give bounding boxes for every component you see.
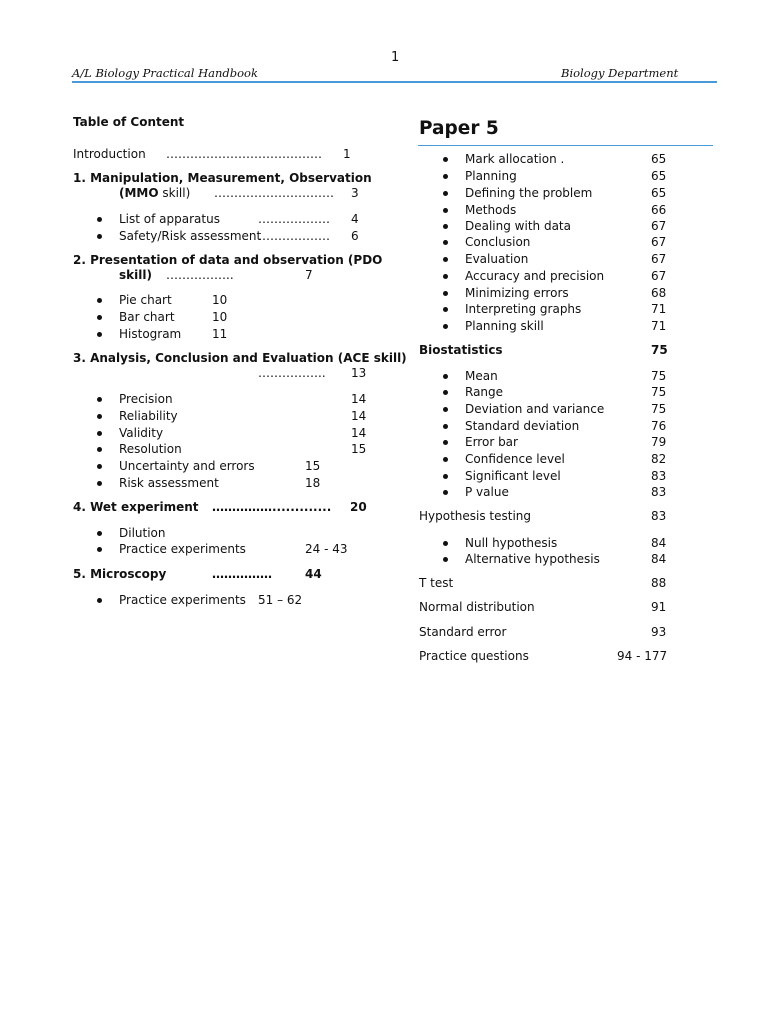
toc-item-page: 65 [651,152,667,166]
toc-item-label: Practice experiments [119,593,246,607]
section-3-title: 3. Analysis, Conclusion and Evaluation (ACE skill) [73,351,407,365]
toc-item-label: Resolution [119,442,182,456]
toc-item-page: 65 [651,186,667,200]
toc-item-label: P value [465,485,509,499]
bullet-icon [443,424,448,429]
toc-item-label: Null hypothesis [465,536,558,550]
bullet-icon [97,431,102,436]
toc-item-label: Precision [119,392,173,406]
toc-item-page: 67 [651,252,667,266]
toc-item-label: Accuracy and precision [465,269,605,283]
toc-item-page: 14 [351,426,367,440]
bullet-icon [443,157,448,162]
toc-item-page: 14 [351,409,367,423]
bullet-icon [443,440,448,445]
toc-item-page: 66 [651,203,667,217]
section-3-leader: …………….. [258,366,326,380]
toc-item-label: Bar chart [119,310,175,324]
toc-item-label: Dealing with data [465,219,571,233]
toc-item-label: Methods [465,203,517,217]
bullet-icon [443,457,448,462]
section-4-title: 4. Wet experiment [73,500,199,514]
toc-item-label: Planning skill [465,319,544,333]
toc-item-label: Standard deviation [465,419,580,433]
toc-item-page: 79 [651,435,667,449]
toc-item-page: 84 [651,536,667,550]
bullet-icon [443,274,448,279]
bullet-icon [443,490,448,495]
toc-item-page: 71 [651,302,667,316]
toc-intro-leader: ………………………………… [166,147,322,161]
bullet-icon [443,191,448,196]
toc-item-label: Minimizing errors [465,286,569,300]
toc-item-label: Deviation and variance [465,402,605,416]
toc-item-label: Significant level [465,469,561,483]
bullet-icon [443,324,448,329]
biostatistics-heading: Biostatistics [419,343,503,357]
toc-item-page: 6 [351,229,359,243]
toc-item-page: 75 [651,369,667,383]
toc-entry-page: 91 [651,600,667,614]
toc-item-page: 65 [651,169,667,183]
toc-item-label: Safety/Risk assessment [119,229,262,243]
section-2-subtitle: skill) [119,268,152,282]
section-2-title: 2. Presentation of data and observation (PDO [73,253,383,267]
toc-item-page: 15 [351,442,367,456]
section-4-page: 20 [350,500,367,514]
toc-item-page: 4 [351,212,359,226]
section-1-leader: ………………………… [214,186,334,200]
section-1-subtitle [119,186,190,200]
bullet-icon [97,464,102,469]
bullet-icon [443,541,448,546]
toc-item-page: 15 [305,459,321,473]
bullet-icon [97,298,102,303]
toc-item-label: Evaluation [465,252,529,266]
bullet-icon [443,474,448,479]
section-4-leader: ……………............. [212,500,332,514]
bullet-icon [97,481,102,486]
bullet-icon [443,174,448,179]
paper-5-title: Paper 5 [419,118,499,139]
toc-item-label: Validity [119,426,164,440]
bullet-icon [97,332,102,337]
toc-item-page: 75 [651,402,667,416]
bullet-icon [97,447,102,452]
toc-item-page: 14 [351,392,367,406]
toc-item-page: 10 [212,293,228,307]
bullet-icon [97,598,102,603]
bullet-icon [97,531,102,536]
bullet-icon [443,557,448,562]
toc-intro-label: Introduction [73,147,146,161]
section-1-skill: skill) [158,186,191,200]
section-1-title: 1. Manipulation, Measurement, Observation [73,171,372,185]
toc-item-page: 68 [651,286,667,300]
toc-item-label: Interpreting graphs [465,302,582,316]
toc-item-page: 71 [651,319,667,333]
page-number: 1 [391,50,400,65]
toc-item-leader: ……………… [258,229,330,243]
bullet-icon [97,397,102,402]
toc-item-page: 83 [651,469,667,483]
toc-item-page: 83 [651,485,667,499]
section-1-page: 3 [351,186,359,200]
toc-item-label: Planning [465,169,517,183]
paper-5-rule [418,145,713,146]
bullet-icon [97,315,102,320]
toc-item-label: Reliability [119,409,178,423]
header-rule [72,81,717,83]
toc-item-page: 51 – 62 [258,593,303,607]
toc-item-page: 24 - 43 [305,542,348,556]
header-title-right: Biology Department [561,66,679,80]
bullet-icon [443,407,448,412]
toc-entry-label: Normal distribution [419,600,535,614]
toc-entry-page: 93 [651,625,667,639]
toc-item-label: Uncertainty and errors [119,459,255,473]
hypothesis-page: 83 [651,509,667,523]
bullet-icon [443,374,448,379]
bullet-icon [443,208,448,213]
bullet-icon [443,307,448,312]
bullet-icon [97,217,102,222]
toc-item-page: 76 [651,419,667,433]
bullet-icon [97,414,102,419]
toc-item-page: 67 [651,235,667,249]
bullet-icon [97,234,102,239]
toc-entry-page: 88 [651,576,667,590]
bullet-icon [443,291,448,296]
toc-item-label: Confidence level [465,452,565,466]
toc-item-label: Alternative hypothesis [465,552,600,566]
hypothesis-heading: Hypothesis testing [419,509,532,523]
toc-entry-label: Standard error [419,625,507,639]
bullet-icon [443,390,448,395]
header-title-left: A/L Biology Practical Handbook [72,66,258,80]
toc-item-label: Risk assessment [119,476,219,490]
toc-item-label: Practice experiments [119,542,246,556]
toc-item-page: 75 [651,385,667,399]
bullet-icon [443,257,448,262]
section-5-leader: …………… [212,567,272,581]
toc-item-label: Range [465,385,504,399]
section-3-page: 13 [351,366,367,380]
toc-item-label: Histogram [119,327,182,341]
toc-item-page: 10 [212,310,228,324]
toc-item-label: Dilution [119,526,166,540]
section-2-page: 7 [305,268,313,282]
toc-item-label: Conclusion [465,235,531,249]
bullet-icon [97,547,102,552]
toc-entry-label: T test [419,576,454,590]
toc-item-label: Error bar [465,435,518,449]
toc-item-page: 67 [651,219,667,233]
biostatistics-page: 75 [651,343,668,357]
toc-item-label: Defining the problem [465,186,593,200]
section-1-mmo: (MMO [119,186,159,200]
toc-intro-page: 1 [343,147,351,161]
toc-item-page: 67 [651,269,667,283]
toc-item-page: 82 [651,452,667,466]
section-2-leader: …………….. [166,268,234,282]
section-5-page: 44 [305,567,322,581]
section-5-title: 5. Microscopy [73,567,167,581]
bullet-icon [443,224,448,229]
toc-item-leader: ……………… [258,212,330,226]
toc-item-page: 84 [651,552,667,566]
toc-heading: Table of Content [73,115,185,129]
toc-entry-page: 94 - 177 [617,649,668,663]
toc-item-label: Mean [465,369,498,383]
toc-item-label: Pie chart [119,293,172,307]
toc-item-page: 18 [305,476,321,490]
toc-item-label: Mark allocation . [465,152,565,166]
toc-entry-label: Practice questions [419,649,529,663]
toc-item-label: List of apparatus [119,212,220,226]
bullet-icon [443,240,448,245]
toc-item-page: 11 [212,327,228,341]
